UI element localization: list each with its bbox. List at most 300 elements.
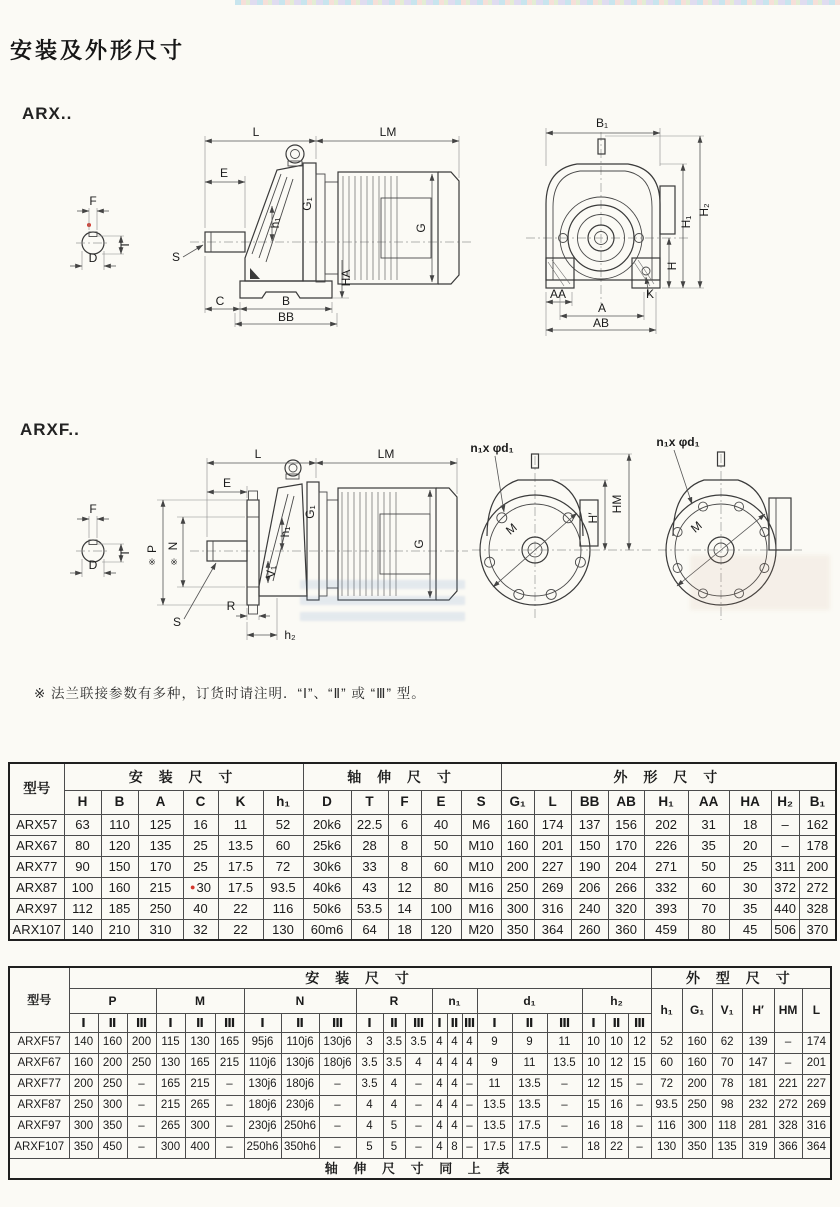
arx-series-label: ARX..	[22, 104, 73, 123]
value-cell: 40k6	[303, 877, 351, 898]
col-header: K	[218, 790, 263, 814]
col-header: AB	[608, 790, 644, 814]
value-cell: 93.5	[263, 877, 303, 898]
subgroup-header-P: P	[69, 988, 156, 1013]
model-cell: ARXF107	[9, 1137, 69, 1158]
model-cell: ARX87	[9, 877, 64, 898]
dim-label-D: D	[88, 251, 98, 265]
value-cell: 200	[98, 1053, 127, 1074]
value-cell: 5	[383, 1116, 405, 1137]
dim-label-D: D	[88, 558, 98, 572]
col-header: E	[421, 790, 461, 814]
value-cell: 372	[771, 877, 799, 898]
value-cell: 40	[183, 898, 218, 919]
value-cell: 90	[64, 856, 101, 877]
value-cell: –	[405, 1116, 432, 1137]
value-cell: 140	[64, 919, 101, 940]
value-cell: 215	[156, 1095, 185, 1116]
value-cell: 160	[69, 1053, 98, 1074]
group-header-outline: 外 形 尺 寸	[501, 763, 836, 790]
value-cell: –	[628, 1095, 651, 1116]
value-cell: 4	[447, 1053, 462, 1074]
value-cell: 370	[799, 919, 836, 940]
value-cell: –	[215, 1116, 244, 1137]
value-cell: 110	[101, 814, 138, 835]
value-cell: 20	[729, 835, 771, 856]
value-cell: 80	[64, 835, 101, 856]
dim-label-h1: h₁	[268, 217, 282, 229]
dim-label-S: S	[171, 250, 181, 264]
dim-label-F: F	[89, 502, 97, 516]
value-cell: 300	[156, 1137, 185, 1158]
value-cell: 200	[69, 1074, 98, 1095]
value-cell: 130j6	[281, 1053, 319, 1074]
value-cell: 60m6	[303, 919, 351, 940]
value-cell: 178	[799, 835, 836, 856]
value-cell: 12	[582, 1074, 605, 1095]
value-cell: 11	[477, 1074, 512, 1095]
arx-end-view	[526, 128, 704, 336]
value-cell: 364	[534, 919, 571, 940]
value-cell: 11	[218, 814, 263, 835]
table-row	[9, 919, 836, 940]
value-cell: 250	[682, 1095, 712, 1116]
col-header: HM	[774, 988, 802, 1032]
value-cell: 10	[582, 1053, 605, 1074]
dim-label-LM: LM	[377, 447, 395, 461]
value-cell: 160	[501, 814, 534, 835]
value-cell: 3.5	[356, 1053, 383, 1074]
value-cell: 320	[608, 898, 644, 919]
value-cell: 120	[101, 835, 138, 856]
value-cell: 110j6	[281, 1032, 319, 1053]
value-cell: 95j6	[244, 1032, 281, 1053]
value-cell: –	[215, 1137, 244, 1158]
value-cell: –	[462, 1095, 477, 1116]
footer-note: 轴 伸 尺 寸 同 上 表	[9, 1158, 831, 1179]
dim-label-A: A	[597, 301, 607, 315]
value-cell: 70	[688, 898, 729, 919]
value-cell: 9	[477, 1053, 512, 1074]
value-cell: 226	[644, 835, 688, 856]
value-cell: 350h6	[281, 1137, 319, 1158]
dim-label-HM: HM	[610, 494, 624, 514]
value-cell: M10	[461, 856, 501, 877]
value-cell: 64	[351, 919, 388, 940]
value-cell: 5	[356, 1137, 383, 1158]
value-cell: 50	[421, 835, 461, 856]
value-cell: 170	[608, 835, 644, 856]
model-cell: ARX77	[9, 856, 64, 877]
variant-header: Ⅰ	[156, 1013, 185, 1032]
value-cell: 140	[69, 1032, 98, 1053]
value-cell: 162	[799, 814, 836, 835]
value-cell: –	[547, 1074, 582, 1095]
value-cell: 10	[605, 1032, 628, 1053]
value-cell: 181	[742, 1074, 774, 1095]
value-cell: –	[405, 1137, 432, 1158]
dim-label-HA: HA	[339, 269, 353, 287]
value-cell: 35	[729, 898, 771, 919]
value-cell: 250h6	[281, 1116, 319, 1137]
arx-dimensions-table	[8, 762, 837, 941]
dim-label-P: P	[145, 544, 159, 554]
value-cell: 450	[98, 1137, 127, 1158]
value-cell: 3.5	[356, 1074, 383, 1095]
dim-label-F: F	[89, 194, 97, 208]
col-header: A	[138, 790, 183, 814]
value-cell: –	[405, 1074, 432, 1095]
value-cell: 18	[582, 1137, 605, 1158]
dim-label-T: T	[118, 549, 132, 557]
dim-label-BB: BB	[277, 310, 295, 324]
value-cell: 15	[628, 1053, 651, 1074]
value-cell: –	[127, 1116, 156, 1137]
value-cell: 319	[742, 1137, 774, 1158]
dim-label-E: E	[222, 476, 232, 490]
value-cell: 300	[69, 1116, 98, 1137]
dim-label-T: T	[118, 241, 132, 249]
value-cell: 240	[571, 898, 608, 919]
dim-label-G1: G₁	[300, 197, 314, 211]
value-cell: 22	[605, 1137, 628, 1158]
value-cell: –	[771, 814, 799, 835]
page-bleed-artifact	[690, 555, 830, 610]
group-header-install: 安 装 尺 寸	[64, 763, 303, 790]
value-cell: M16	[461, 877, 501, 898]
variant-header: Ⅲ	[547, 1013, 582, 1032]
col-header: D	[303, 790, 351, 814]
value-cell: 12	[628, 1032, 651, 1053]
col-header: G₁	[682, 988, 712, 1032]
value-cell: 400	[185, 1137, 215, 1158]
value-cell: 156	[608, 814, 644, 835]
value-cell: 15	[582, 1095, 605, 1116]
value-cell: 17.5	[218, 856, 263, 877]
value-cell: 120	[421, 919, 461, 940]
value-cell: 4	[447, 1095, 462, 1116]
value-cell: 12	[388, 877, 421, 898]
value-cell: 70	[712, 1053, 742, 1074]
variant-header: Ⅲ	[462, 1013, 477, 1032]
value-cell: 15	[605, 1074, 628, 1095]
table-row	[9, 1074, 831, 1095]
value-cell: 112	[64, 898, 101, 919]
value-cell: 45	[729, 919, 771, 940]
col-header: H₁	[644, 790, 688, 814]
table-row	[9, 1095, 831, 1116]
dim-label-G1: G₁	[303, 505, 317, 519]
value-cell: –	[127, 1095, 156, 1116]
value-cell: 180j6	[281, 1074, 319, 1095]
value-cell: 30	[729, 877, 771, 898]
subgroup-header-h2: h₂	[582, 988, 651, 1013]
value-cell: 200	[127, 1032, 156, 1053]
value-cell: 328	[799, 898, 836, 919]
value-cell: 350	[682, 1137, 712, 1158]
group-header-shaft: 轴 伸 尺 寸	[303, 763, 501, 790]
value-cell: 300	[501, 898, 534, 919]
variant-header: Ⅱ	[185, 1013, 215, 1032]
value-cell: 250	[69, 1095, 98, 1116]
value-cell: 130	[185, 1032, 215, 1053]
value-cell: 227	[802, 1074, 831, 1095]
page-bleed-artifact	[300, 580, 465, 628]
value-cell: 260	[571, 919, 608, 940]
dim-label-G: G	[414, 223, 428, 233]
value-cell: 215	[185, 1074, 215, 1095]
value-cell: 170	[138, 856, 183, 877]
flange-note-star: ※	[148, 557, 156, 567]
value-cell: 221	[774, 1074, 802, 1095]
value-cell: 52	[263, 814, 303, 835]
value-cell: 160	[501, 835, 534, 856]
value-cell: –	[774, 1032, 802, 1053]
value-cell: 63	[64, 814, 101, 835]
arxf-dimensions-table	[8, 966, 832, 1180]
value-cell: 204	[608, 856, 644, 877]
value-cell: 4	[432, 1116, 447, 1137]
col-header: h₁	[263, 790, 303, 814]
subgroup-header-n1: n₁	[432, 988, 477, 1013]
page-title: 安装及外形尺寸	[10, 38, 186, 63]
col-header: h₁	[651, 988, 682, 1032]
value-cell: 350	[501, 919, 534, 940]
arx-drawing	[40, 108, 800, 353]
dim-label-n1d1-left: n₁x φd₁	[470, 441, 514, 455]
value-cell: 110j6	[244, 1053, 281, 1074]
model-cell: ARX57	[9, 814, 64, 835]
table-footer-row	[9, 1158, 831, 1179]
value-cell: 4	[432, 1032, 447, 1053]
model-column-header: 型号	[9, 967, 69, 1032]
value-cell: –	[127, 1074, 156, 1095]
value-cell: 4	[447, 1032, 462, 1053]
value-cell: 250	[138, 898, 183, 919]
variant-header: Ⅲ	[405, 1013, 432, 1032]
value-cell: 3.5	[405, 1032, 432, 1053]
variant-header: Ⅰ	[477, 1013, 512, 1032]
value-cell: 20k6	[303, 814, 351, 835]
dim-label-R: R	[226, 599, 236, 613]
value-cell: 3	[356, 1032, 383, 1053]
variant-header: Ⅱ	[98, 1013, 127, 1032]
value-cell: 25	[183, 856, 218, 877]
value-cell: 147	[742, 1053, 774, 1074]
variant-header: Ⅲ	[628, 1013, 651, 1032]
value-cell: 4	[447, 1074, 462, 1095]
dim-label-S: S	[172, 615, 182, 629]
subgroup-header-N: N	[244, 988, 356, 1013]
value-cell: 4	[462, 1053, 477, 1074]
value-cell: 17.5	[477, 1137, 512, 1158]
value-cell: 18	[388, 919, 421, 940]
table-row	[9, 1137, 831, 1158]
value-cell: –	[127, 1137, 156, 1158]
value-cell: 316	[802, 1116, 831, 1137]
value-cell: 180j6	[319, 1053, 356, 1074]
value-cell: 4	[383, 1095, 405, 1116]
value-cell: ●30	[183, 877, 218, 898]
value-cell: 300	[682, 1116, 712, 1137]
value-cell: 13.5	[547, 1053, 582, 1074]
col-header: HA	[729, 790, 771, 814]
value-cell: 13.5	[477, 1116, 512, 1137]
arxf-drawing	[40, 428, 830, 668]
value-cell: 100	[421, 898, 461, 919]
dim-label-E: E	[219, 166, 229, 180]
value-cell: 201	[534, 835, 571, 856]
dim-label-V1: V₁	[264, 565, 278, 579]
model-cell: ARXF87	[9, 1095, 69, 1116]
value-cell: 135	[712, 1137, 742, 1158]
value-cell: 4	[462, 1032, 477, 1053]
model-cell: ARX107	[9, 919, 64, 940]
value-cell: 116	[263, 898, 303, 919]
variant-header: Ⅱ	[512, 1013, 547, 1032]
value-cell: –	[547, 1116, 582, 1137]
value-cell: 3.5	[383, 1032, 405, 1053]
value-cell: 125	[138, 814, 183, 835]
value-cell: 4	[356, 1116, 383, 1137]
value-cell: 250h6	[244, 1137, 281, 1158]
arxf-front-view-1	[472, 454, 652, 620]
value-cell: 4	[383, 1074, 405, 1095]
table-row	[9, 1032, 831, 1053]
value-cell: 60	[651, 1053, 682, 1074]
model-cell: ARX67	[9, 835, 64, 856]
arxf-series-label: ARXF..	[20, 420, 80, 439]
dim-label-n1d1-right: n₁x φd₁	[656, 435, 700, 449]
value-cell: 9	[477, 1032, 512, 1053]
value-cell: 28	[351, 835, 388, 856]
value-cell: 3.5	[383, 1053, 405, 1074]
col-header: H	[64, 790, 101, 814]
variant-header: Ⅱ	[281, 1013, 319, 1032]
value-cell: 215	[215, 1053, 244, 1074]
value-cell: 200	[501, 856, 534, 877]
value-cell: 160	[682, 1053, 712, 1074]
dim-label-L: L	[254, 447, 262, 461]
value-cell: 201	[802, 1053, 831, 1074]
value-cell: 22	[218, 919, 263, 940]
col-header: B₁	[799, 790, 836, 814]
value-cell: –	[215, 1095, 244, 1116]
value-cell: –	[319, 1116, 356, 1137]
value-cell: 40	[421, 814, 461, 835]
value-cell: 130j6	[244, 1074, 281, 1095]
model-cell: ARXF97	[9, 1116, 69, 1137]
variant-header: Ⅰ	[356, 1013, 383, 1032]
col-header: AA	[688, 790, 729, 814]
dim-label-K: K	[645, 287, 655, 301]
value-cell: 272	[774, 1095, 802, 1116]
value-cell: 250	[127, 1053, 156, 1074]
table-row	[9, 1053, 831, 1074]
value-cell: 25k6	[303, 835, 351, 856]
value-cell: 206	[571, 877, 608, 898]
value-cell: 232	[742, 1095, 774, 1116]
value-cell: 210	[101, 919, 138, 940]
variant-header: Ⅰ	[69, 1013, 98, 1032]
variant-header: Ⅱ	[447, 1013, 462, 1032]
value-cell: 12	[605, 1053, 628, 1074]
value-cell: 271	[644, 856, 688, 877]
value-cell: 200	[799, 856, 836, 877]
value-cell: 60	[688, 877, 729, 898]
value-cell: 269	[802, 1095, 831, 1116]
value-cell: 266	[608, 877, 644, 898]
dim-label-G: G	[412, 539, 426, 549]
value-cell: 8	[388, 856, 421, 877]
value-cell: 4	[356, 1095, 383, 1116]
dim-label-H1: H₁	[679, 215, 693, 229]
value-cell: 72	[263, 856, 303, 877]
dim-label-H-prime: H′	[586, 512, 600, 524]
value-cell: 281	[742, 1116, 774, 1137]
value-cell: 98	[712, 1095, 742, 1116]
value-cell: M6	[461, 814, 501, 835]
value-cell: 215	[138, 877, 183, 898]
value-cell: 17.5	[512, 1116, 547, 1137]
value-cell: 18	[605, 1116, 628, 1137]
value-cell: 11	[547, 1032, 582, 1053]
value-cell: 72	[651, 1074, 682, 1095]
value-cell: –	[774, 1053, 802, 1074]
value-cell: 165	[215, 1032, 244, 1053]
value-cell: –	[547, 1095, 582, 1116]
value-cell: –	[319, 1095, 356, 1116]
dim-label-N: N	[166, 541, 180, 551]
col-header: H₂	[771, 790, 799, 814]
value-cell: 4	[432, 1095, 447, 1116]
dim-label-AA: AA	[549, 287, 567, 301]
flange-note-star: ※	[170, 557, 178, 567]
value-cell: 360	[608, 919, 644, 940]
value-cell: 311	[771, 856, 799, 877]
table-row	[9, 835, 836, 856]
value-cell: 230j6	[281, 1095, 319, 1116]
value-cell: 230j6	[244, 1116, 281, 1137]
dim-label-L: L	[252, 125, 260, 139]
variant-header: Ⅰ	[432, 1013, 447, 1032]
dim-label-h2: h₂	[284, 628, 296, 642]
value-cell: 13.5	[477, 1095, 512, 1116]
value-cell: 150	[571, 835, 608, 856]
value-cell: 130j6	[319, 1032, 356, 1053]
value-cell: 25	[729, 856, 771, 877]
value-cell: 118	[712, 1116, 742, 1137]
value-cell: 150	[101, 856, 138, 877]
value-cell: 80	[688, 919, 729, 940]
value-cell: 440	[771, 898, 799, 919]
value-cell: –	[319, 1074, 356, 1095]
value-cell: 4	[405, 1053, 432, 1074]
col-header: L	[534, 790, 571, 814]
model-cell: ARXF67	[9, 1053, 69, 1074]
arx-side-view	[183, 136, 472, 327]
variant-header: Ⅲ	[319, 1013, 356, 1032]
variant-header: Ⅱ	[605, 1013, 628, 1032]
col-header: S	[461, 790, 501, 814]
value-cell: 135	[138, 835, 183, 856]
value-cell: 300	[185, 1116, 215, 1137]
value-cell: 115	[156, 1032, 185, 1053]
dim-label-C: C	[215, 294, 225, 308]
model-cell: ARX97	[9, 898, 64, 919]
value-cell: 202	[644, 814, 688, 835]
value-cell: –	[319, 1137, 356, 1158]
